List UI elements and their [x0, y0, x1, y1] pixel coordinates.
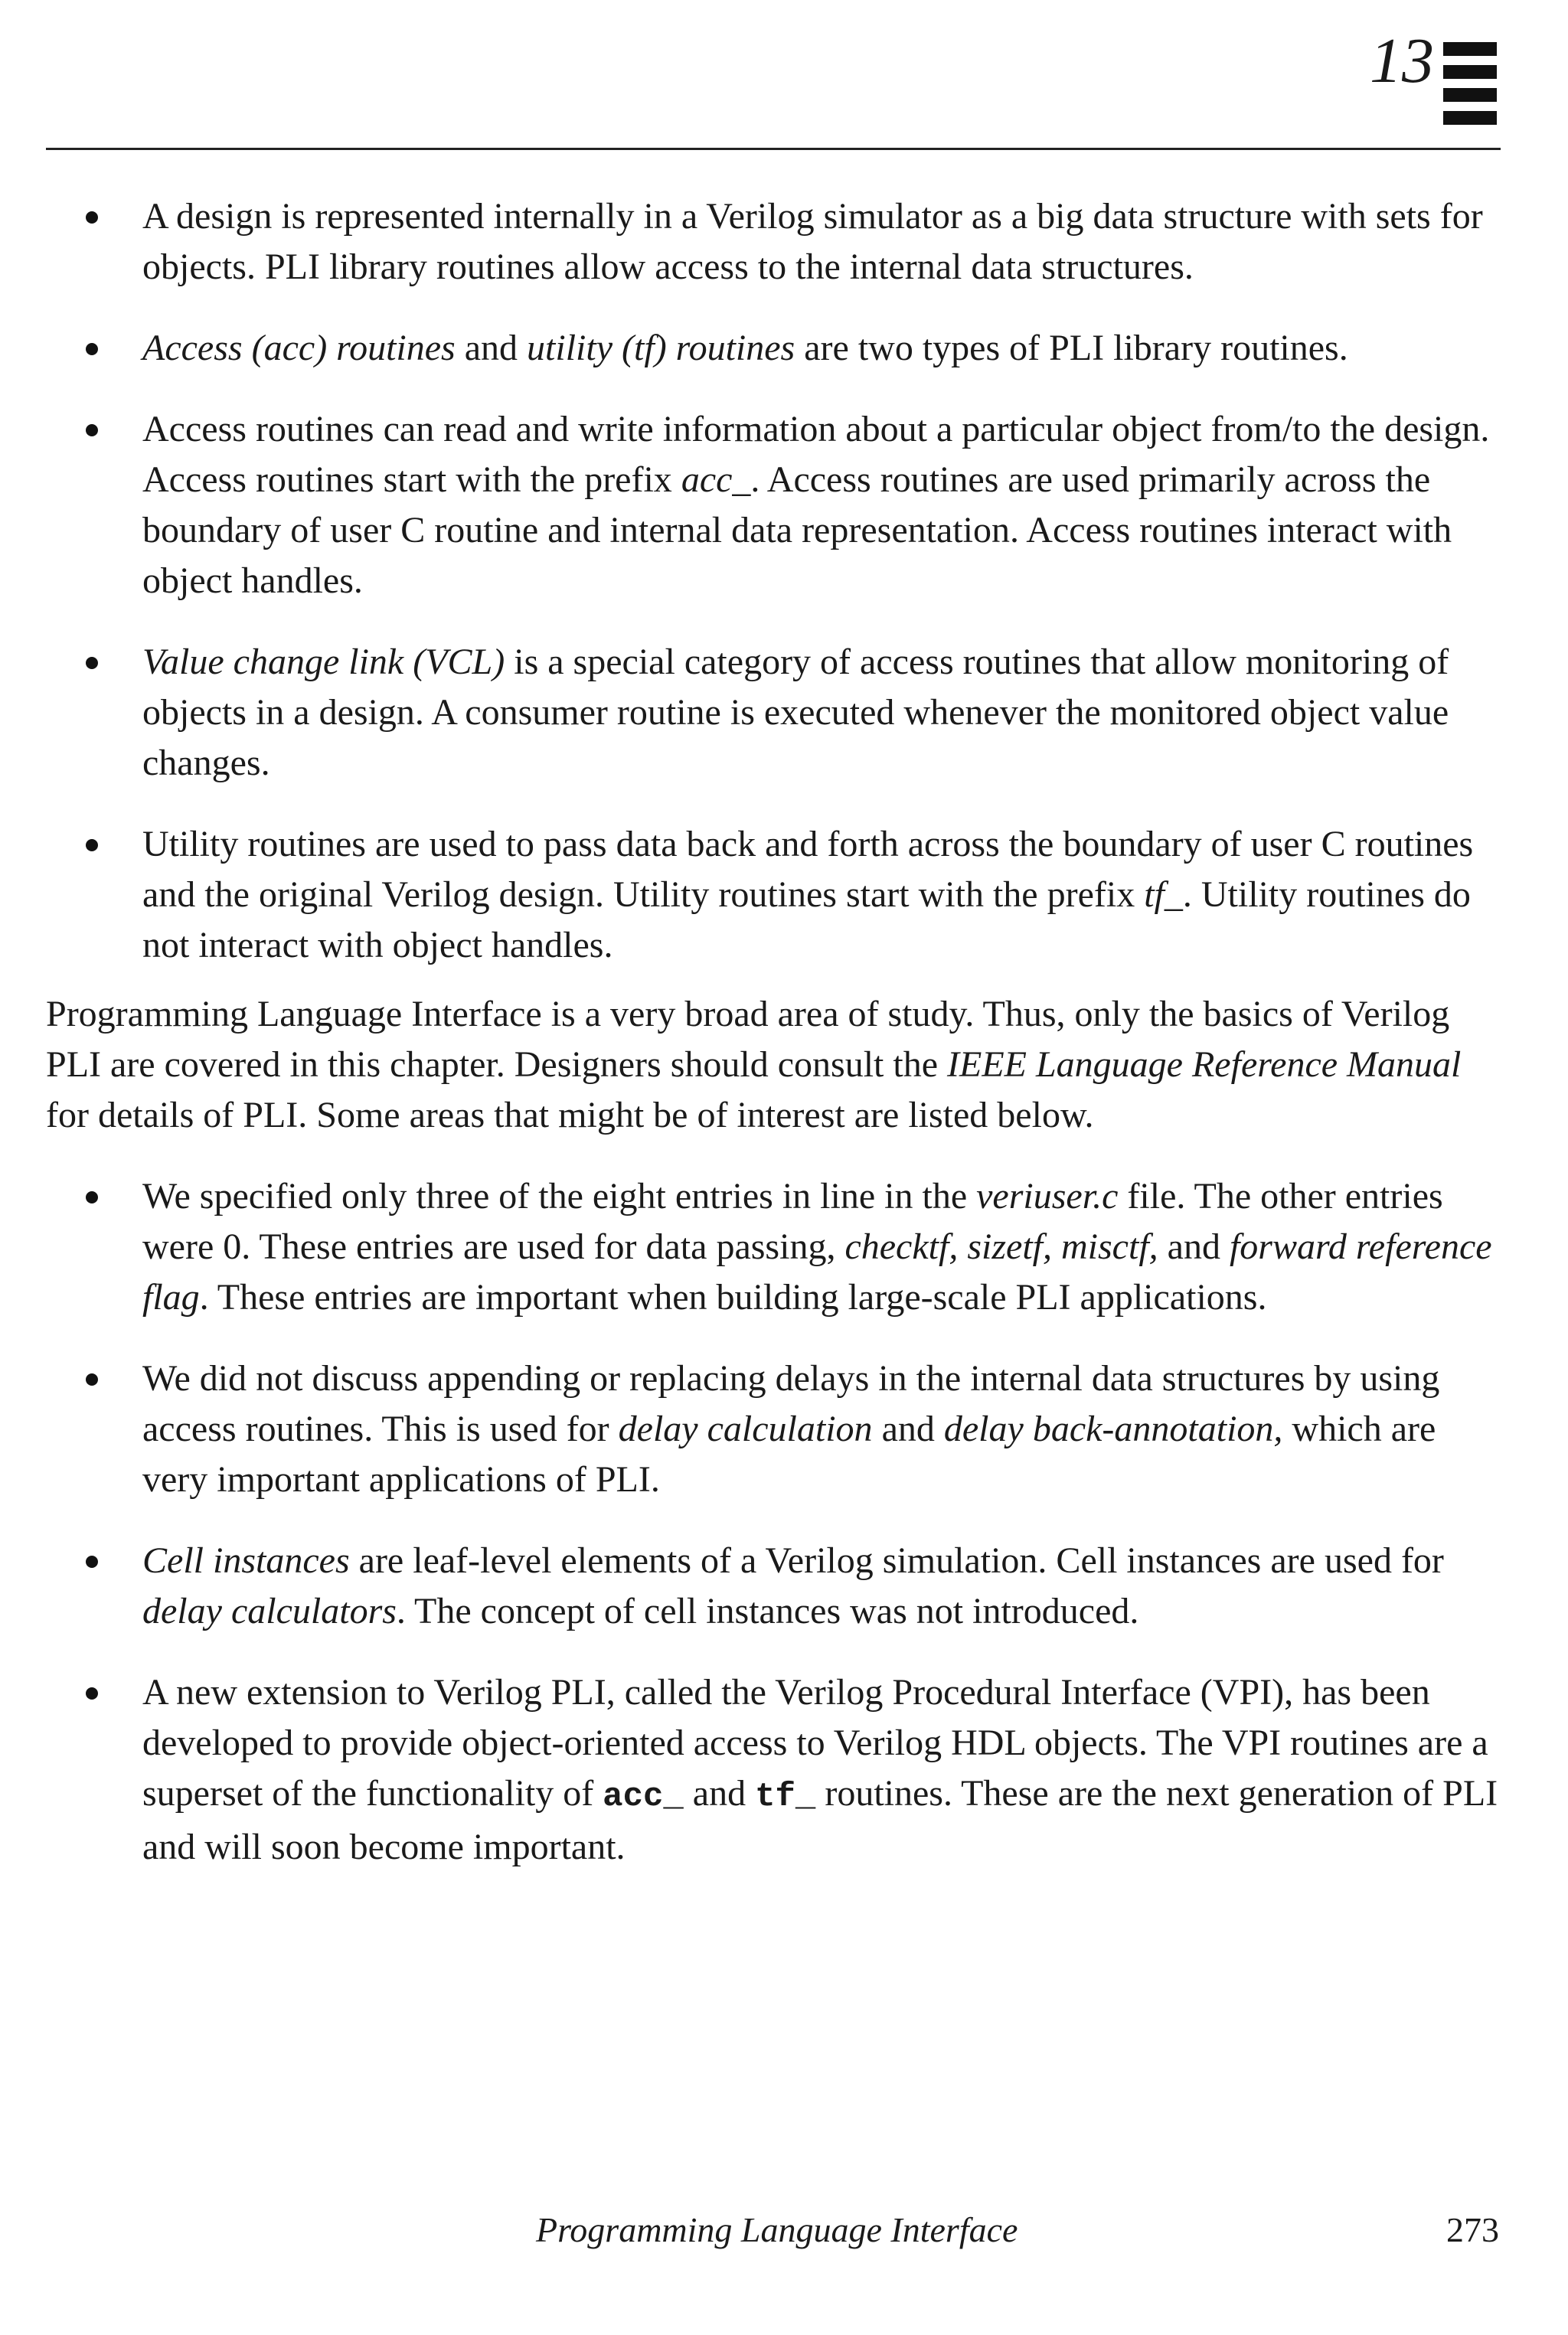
bullet-term: delay back-annotation,	[943, 1409, 1283, 1449]
bullet-item	[46, 323, 1501, 374]
chapter-tab-marker	[1443, 42, 1497, 134]
paragraph-reference: IEEE Language Reference Manual	[947, 1044, 1462, 1085]
bullet-item	[46, 1354, 1501, 1505]
bullet-text: A new extension to Verilog PLI, called the Verilog Procedural Interface (VPI), has been developed to provide object-oriented access to Verilog HDL objects. The VPI routines are a superset of the functionality of	[142, 1672, 1488, 1814]
page-header	[0, 0, 1568, 153]
chapter-tab-bar	[1443, 42, 1497, 56]
bullet-term: delay calculation	[618, 1409, 873, 1449]
bullet-term: delay calculators	[142, 1591, 397, 1631]
bullet-text: We specified only three of the eight entries in line in the	[142, 1176, 977, 1216]
bullet-term: acc_	[681, 459, 751, 500]
bullet-text: is a special category of access routines that allow monitoring of objects in a design. A consumer routine is executed whenever the monitored object value changes.	[142, 642, 1449, 783]
bullet-text: . These entries are important when building large-scale PLI applications.	[199, 1277, 1267, 1318]
paragraph-text: for details of PLI. Some areas that might be of interest are listed below.	[46, 1095, 1094, 1135]
bullet-text: routines. These are the next generation of PLI and will soon become important.	[142, 1773, 1498, 1867]
code-term: acc_	[603, 1778, 684, 1816]
bullet-item	[46, 819, 1501, 971]
bullet-text: are two types of PLI library routines.	[795, 328, 1348, 368]
bullet-item	[46, 191, 1501, 292]
bullet-text: which are very important applications of PLI.	[142, 1409, 1436, 1500]
bullet-text: and	[872, 1409, 944, 1449]
bullet-term: Cell instances	[142, 1540, 350, 1581]
page-number: 273	[1446, 2210, 1499, 2249]
bullet-text: and	[455, 328, 528, 368]
bullet-term: tf_	[1144, 874, 1183, 915]
page-body	[46, 191, 1501, 1903]
bullet-text: Utility routines are used to pass data back and forth across the boundary of user C routines and the original Verilog design. Utility routines start with the prefix	[142, 824, 1474, 915]
chapter-number: 13	[1370, 25, 1434, 96]
bullet-item	[46, 1171, 1501, 1323]
bullet-item	[46, 637, 1501, 789]
bullet-term: Value change link (VCL)	[142, 642, 505, 682]
body-paragraph	[46, 989, 1501, 1141]
bullet-item	[46, 404, 1501, 606]
topics-bullet-list	[46, 1171, 1501, 1873]
bullet-text: . Access routines are used primarily across the boundary of user C routine and internal data representation. Access routines interact with object handles.	[142, 459, 1452, 601]
bullet-term: checktf, sizetf, misctf,	[844, 1226, 1158, 1267]
bullet-text: Access routines can read and write information about a particular object from/to the design. Access routines start with the prefix	[142, 409, 1490, 500]
bullet-term: utility (tf) routines	[527, 328, 795, 368]
bullet-term: forward reference flag	[142, 1226, 1492, 1318]
chapter-tab-bar	[1443, 88, 1497, 102]
bullet-text: A design is represented internally in a Verilog simulator as a big data structure with sets for objects. PLI library routines allow access to the internal data structures.	[142, 196, 1483, 287]
bullet-text: and	[1158, 1226, 1230, 1267]
running-footer-title: Programming Language Interface	[536, 2210, 1018, 2249]
bullet-text: We did not discuss appending or replacing delays in the internal data structures by using access routines. This is used for	[142, 1358, 1440, 1449]
code-term: tf_	[755, 1778, 816, 1816]
bullet-text: are leaf-level elements of a Verilog simulation. Cell instances are used for	[349, 1540, 1444, 1581]
chapter-tab-bar	[1443, 111, 1497, 125]
bullet-text: and	[683, 1773, 756, 1814]
bullet-item	[46, 1667, 1501, 1873]
chapter-tab-bar	[1443, 65, 1497, 79]
page-footer	[0, 2210, 1568, 2258]
summary-bullet-list	[46, 191, 1501, 971]
bullet-text: . The concept of cell instances was not introduced.	[396, 1591, 1139, 1631]
bullet-text: file. The other entries were 0. These entries are used for data passing,	[142, 1176, 1443, 1267]
bullet-term: veriuser.c	[976, 1176, 1119, 1216]
bullet-item	[46, 1536, 1501, 1637]
bullet-term: Access (acc) routines	[142, 328, 456, 368]
paragraph-text: Programming Language Interface is a very broad area of study. Thus, only the basics of Verilog PLI are covered in this chapter. Designers should consult the	[46, 994, 1450, 1085]
header-rule	[46, 148, 1501, 150]
bullet-text: . Utility routines do not interact with object handles.	[142, 874, 1471, 965]
